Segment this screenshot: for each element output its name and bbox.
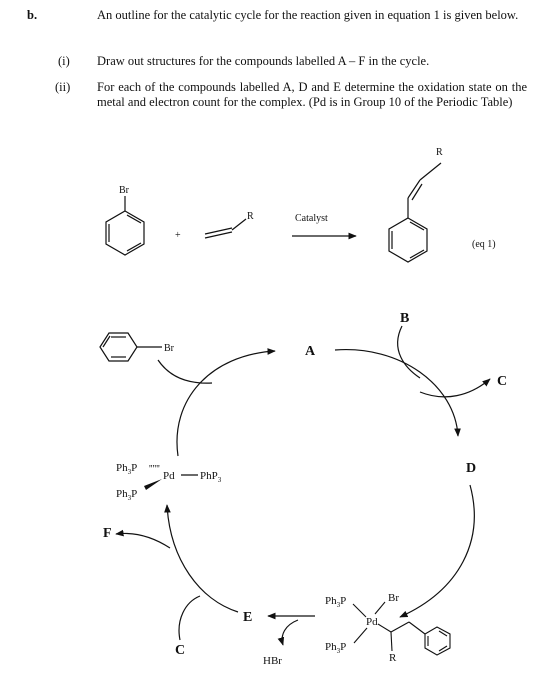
svg-text:Pd: Pd xyxy=(366,616,378,628)
label-B: B xyxy=(400,311,410,326)
item-i-text: Draw out structures for the compounds labelled A – F in the cycle. xyxy=(97,54,430,68)
pd-insertion-complex xyxy=(325,592,450,664)
part-label: b. xyxy=(27,8,38,22)
label-E: E xyxy=(243,610,253,625)
product-substituent: R xyxy=(436,147,443,158)
svg-text:Pd: Pd xyxy=(163,470,175,482)
reagent-C-arrow xyxy=(179,596,200,640)
product-structure xyxy=(389,163,441,262)
label-C: C xyxy=(497,374,508,389)
byproduct-HBr: HBr xyxy=(263,655,282,667)
bromobenzene-structure xyxy=(106,196,144,255)
cycle-arc-top-right xyxy=(335,350,458,436)
cycle-arc-top-left xyxy=(177,351,275,456)
equation-number: (eq 1) xyxy=(472,239,496,250)
hbr-arrow xyxy=(282,620,298,645)
label-A: A xyxy=(305,344,316,359)
cycle-arc-bottom-left xyxy=(167,505,238,612)
item-ii-label: (ii) xyxy=(55,80,71,94)
svg-text:'''''': '''''' xyxy=(149,464,160,475)
alkene-structure xyxy=(205,219,246,238)
catalyst-label: Catalyst xyxy=(295,213,328,224)
svg-text:Ph3P: $Ph_3P$ xyxy=(116,462,138,476)
product-F-arrow xyxy=(116,533,170,548)
svg-text:Ph3P: $Ph_3P$ xyxy=(325,595,347,609)
label-F: F xyxy=(103,526,112,541)
cycle-arc-bottom-right xyxy=(400,485,474,617)
product-C-arrow xyxy=(420,379,490,397)
svg-text:PhP3: PhP$_3$ xyxy=(200,470,222,484)
plus-sign: + xyxy=(175,230,181,241)
pd-catalyst-complex xyxy=(116,462,222,502)
label-D: D xyxy=(466,461,477,476)
item-i-label: (i) xyxy=(58,54,70,68)
item-ii-text: For each of the compounds labelled A, D and E determine the oxidation state on the metal and electron count for the complex. (Pd is in Group 10 of the Periodic Table) xyxy=(97,80,527,109)
cycle-bromobenzene-structure xyxy=(100,333,162,361)
svg-text:R: R xyxy=(389,652,397,664)
label-C-bottom: C xyxy=(175,643,186,658)
svg-text:Ph3P: $Ph_3P$ xyxy=(325,641,347,655)
question-intro: An outline for the catalytic cycle for the reaction given in equation 1 is given below. xyxy=(97,8,519,22)
svg-text:Ph3P: $Ph_3P$ xyxy=(116,488,138,502)
reactant2-substituent: R xyxy=(247,211,254,222)
cycle-aryl-bromide-substituent: Br xyxy=(164,343,174,354)
svg-text:Br: Br xyxy=(388,592,399,604)
reactant1-substituent: Br xyxy=(119,185,129,196)
